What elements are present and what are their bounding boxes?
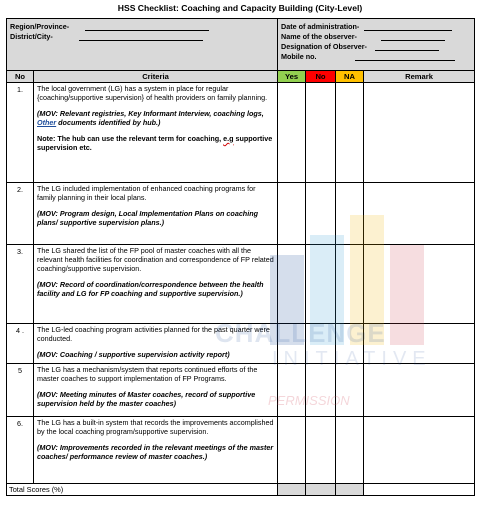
note-text-part: supportive supervision etc. (37, 134, 273, 152)
remark-cell[interactable] (364, 417, 475, 484)
watermark-text-initiative: INITIATIVE (272, 348, 432, 370)
na-cell[interactable] (336, 324, 364, 364)
na-cell[interactable] (336, 245, 364, 324)
region-label: Region/Province- (10, 22, 70, 31)
no-cell[interactable] (306, 245, 336, 324)
criteria-cell (34, 83, 278, 183)
total-no-cell[interactable] (306, 484, 336, 496)
date-blank[interactable] (364, 23, 452, 31)
criteria-text: The LG shared the list of the FP pool of master coaches with all the relevant health facilities for coordination and correspondence of FP related coaching/supportive supervision. (37, 246, 274, 273)
note-text-part: Note: The hub can use the relevant term for coaching, (37, 134, 224, 143)
col-yes-header: Yes (278, 71, 306, 83)
remark-cell[interactable] (364, 245, 475, 324)
col-no-answer-header: No (306, 71, 336, 83)
observer-name-field[interactable] (281, 32, 471, 42)
row-number: 6. (7, 417, 34, 484)
table-row (7, 364, 475, 417)
yes-cell[interactable] (278, 183, 306, 245)
na-cell[interactable] (336, 364, 364, 417)
na-cell[interactable] (336, 183, 364, 245)
mov-text: (MOV: Record of coordination/correspondence between the health facility and LG for FP coaching and supportive supervision.) (37, 280, 264, 298)
mov-text: (MOV: Improvements recorded in the relevant meetings of the master coaches/ performance review of master coaches.) (37, 443, 274, 461)
criteria-cell (34, 324, 278, 364)
note-spellcheck-word: e.g (223, 134, 234, 143)
district-field[interactable] (10, 32, 274, 42)
criteria-text: The LG included implementation of enhanced coaching programs for family planning in their local plans. (37, 184, 256, 202)
document-title: HSS Checklist: Coaching and Capacity Building (City-Level) (117, 3, 363, 13)
yes-cell[interactable] (278, 83, 306, 183)
row-number: 5 (7, 364, 34, 417)
criteria-cell (34, 417, 278, 484)
location-fields (7, 19, 278, 71)
yes-cell[interactable] (278, 364, 306, 417)
col-na-header: NA (336, 71, 364, 83)
no-cell[interactable] (306, 183, 336, 245)
yes-cell[interactable] (278, 245, 306, 324)
na-cell[interactable] (336, 83, 364, 183)
na-cell[interactable] (336, 417, 364, 484)
criteria-text: The LG has a built-in system that records the improvements accomplished by the local coaching program/supportive supervision. (37, 418, 274, 436)
criteria-text: The LG-led coaching program activities planned for the past quarter were conducted. (37, 325, 270, 343)
criteria-cell (34, 183, 278, 245)
checklist-table (6, 18, 475, 496)
mobile-label: Mobile no. (281, 52, 317, 61)
mov-text-part: (MOV: Relevant registries, Key Informant Interview, coaching logs, (37, 109, 264, 118)
col-criteria-header: Criteria (34, 71, 278, 83)
header-info-row (7, 19, 475, 71)
remark-cell[interactable] (364, 183, 475, 245)
yes-cell[interactable] (278, 324, 306, 364)
observer-name-label: Name of the observer- (281, 32, 357, 41)
total-remark-cell[interactable] (364, 484, 475, 496)
date-field[interactable] (281, 22, 471, 32)
table-row (7, 245, 475, 324)
total-scores-label: Total Scores (%) (7, 484, 278, 496)
no-cell[interactable] (306, 417, 336, 484)
table-row (7, 183, 475, 245)
note-text (37, 134, 274, 152)
region-blank[interactable] (85, 23, 209, 31)
mov-underlined-word: Other (37, 118, 57, 127)
remark-cell[interactable] (364, 324, 475, 364)
region-field[interactable] (10, 22, 274, 32)
total-yes-cell[interactable] (278, 484, 306, 496)
criteria-cell (34, 364, 278, 417)
col-remark-header: Remark (364, 71, 475, 83)
mov-text (37, 109, 274, 127)
mov-text: (MOV: Coaching / supportive supervision activity report) (37, 350, 230, 359)
table-row (7, 324, 475, 364)
row-number: 3. (7, 245, 34, 324)
no-cell[interactable] (306, 324, 336, 364)
designation-blank[interactable] (375, 43, 439, 51)
designation-label: Designation of Observer- (281, 42, 367, 51)
date-label: Date of administration- (281, 22, 360, 31)
criteria-cell (34, 245, 278, 324)
column-header-row (7, 71, 475, 83)
yes-cell[interactable] (278, 417, 306, 484)
mov-text: (MOV: Program design, Local Implementation Plans on coaching plans/ supportive supervision plans.) (37, 209, 258, 227)
watermark-text-challenge: CHALLENGE (215, 318, 386, 348)
watermark-text-permission: PERMISSION (268, 393, 350, 408)
table-row (7, 83, 475, 183)
mov-text-part: documents identified by hub.) (56, 118, 161, 127)
district-label: District/City- (10, 32, 53, 41)
row-number: 4 . (7, 324, 34, 364)
administration-fields (278, 19, 475, 71)
table-row (7, 417, 475, 484)
row-number: 1. (7, 83, 34, 183)
col-no-header: No (7, 71, 34, 83)
designation-field[interactable] (281, 42, 471, 52)
criteria-text: The LG has a mechanism/system that reports continued efforts of the master coaches to support implementation of FP Programs. (37, 365, 258, 383)
no-cell[interactable] (306, 83, 336, 183)
remark-cell[interactable] (364, 364, 475, 417)
district-blank[interactable] (79, 33, 203, 41)
mobile-blank[interactable] (355, 53, 455, 61)
mobile-field[interactable] (281, 52, 471, 62)
total-scores-row (7, 484, 475, 496)
observer-name-blank[interactable] (381, 33, 445, 41)
remark-cell[interactable] (364, 83, 475, 183)
mov-text: (MOV: Meeting minutes of Master coaches, record of supportive supervision held by the master coaches) (37, 390, 256, 408)
row-number: 2. (7, 183, 34, 245)
criteria-text: The local government (LG) has a system in place for regular {coaching/supportive supervision} of health providers on family planning. (37, 84, 268, 102)
no-cell[interactable] (306, 364, 336, 417)
total-na-cell[interactable] (336, 484, 364, 496)
